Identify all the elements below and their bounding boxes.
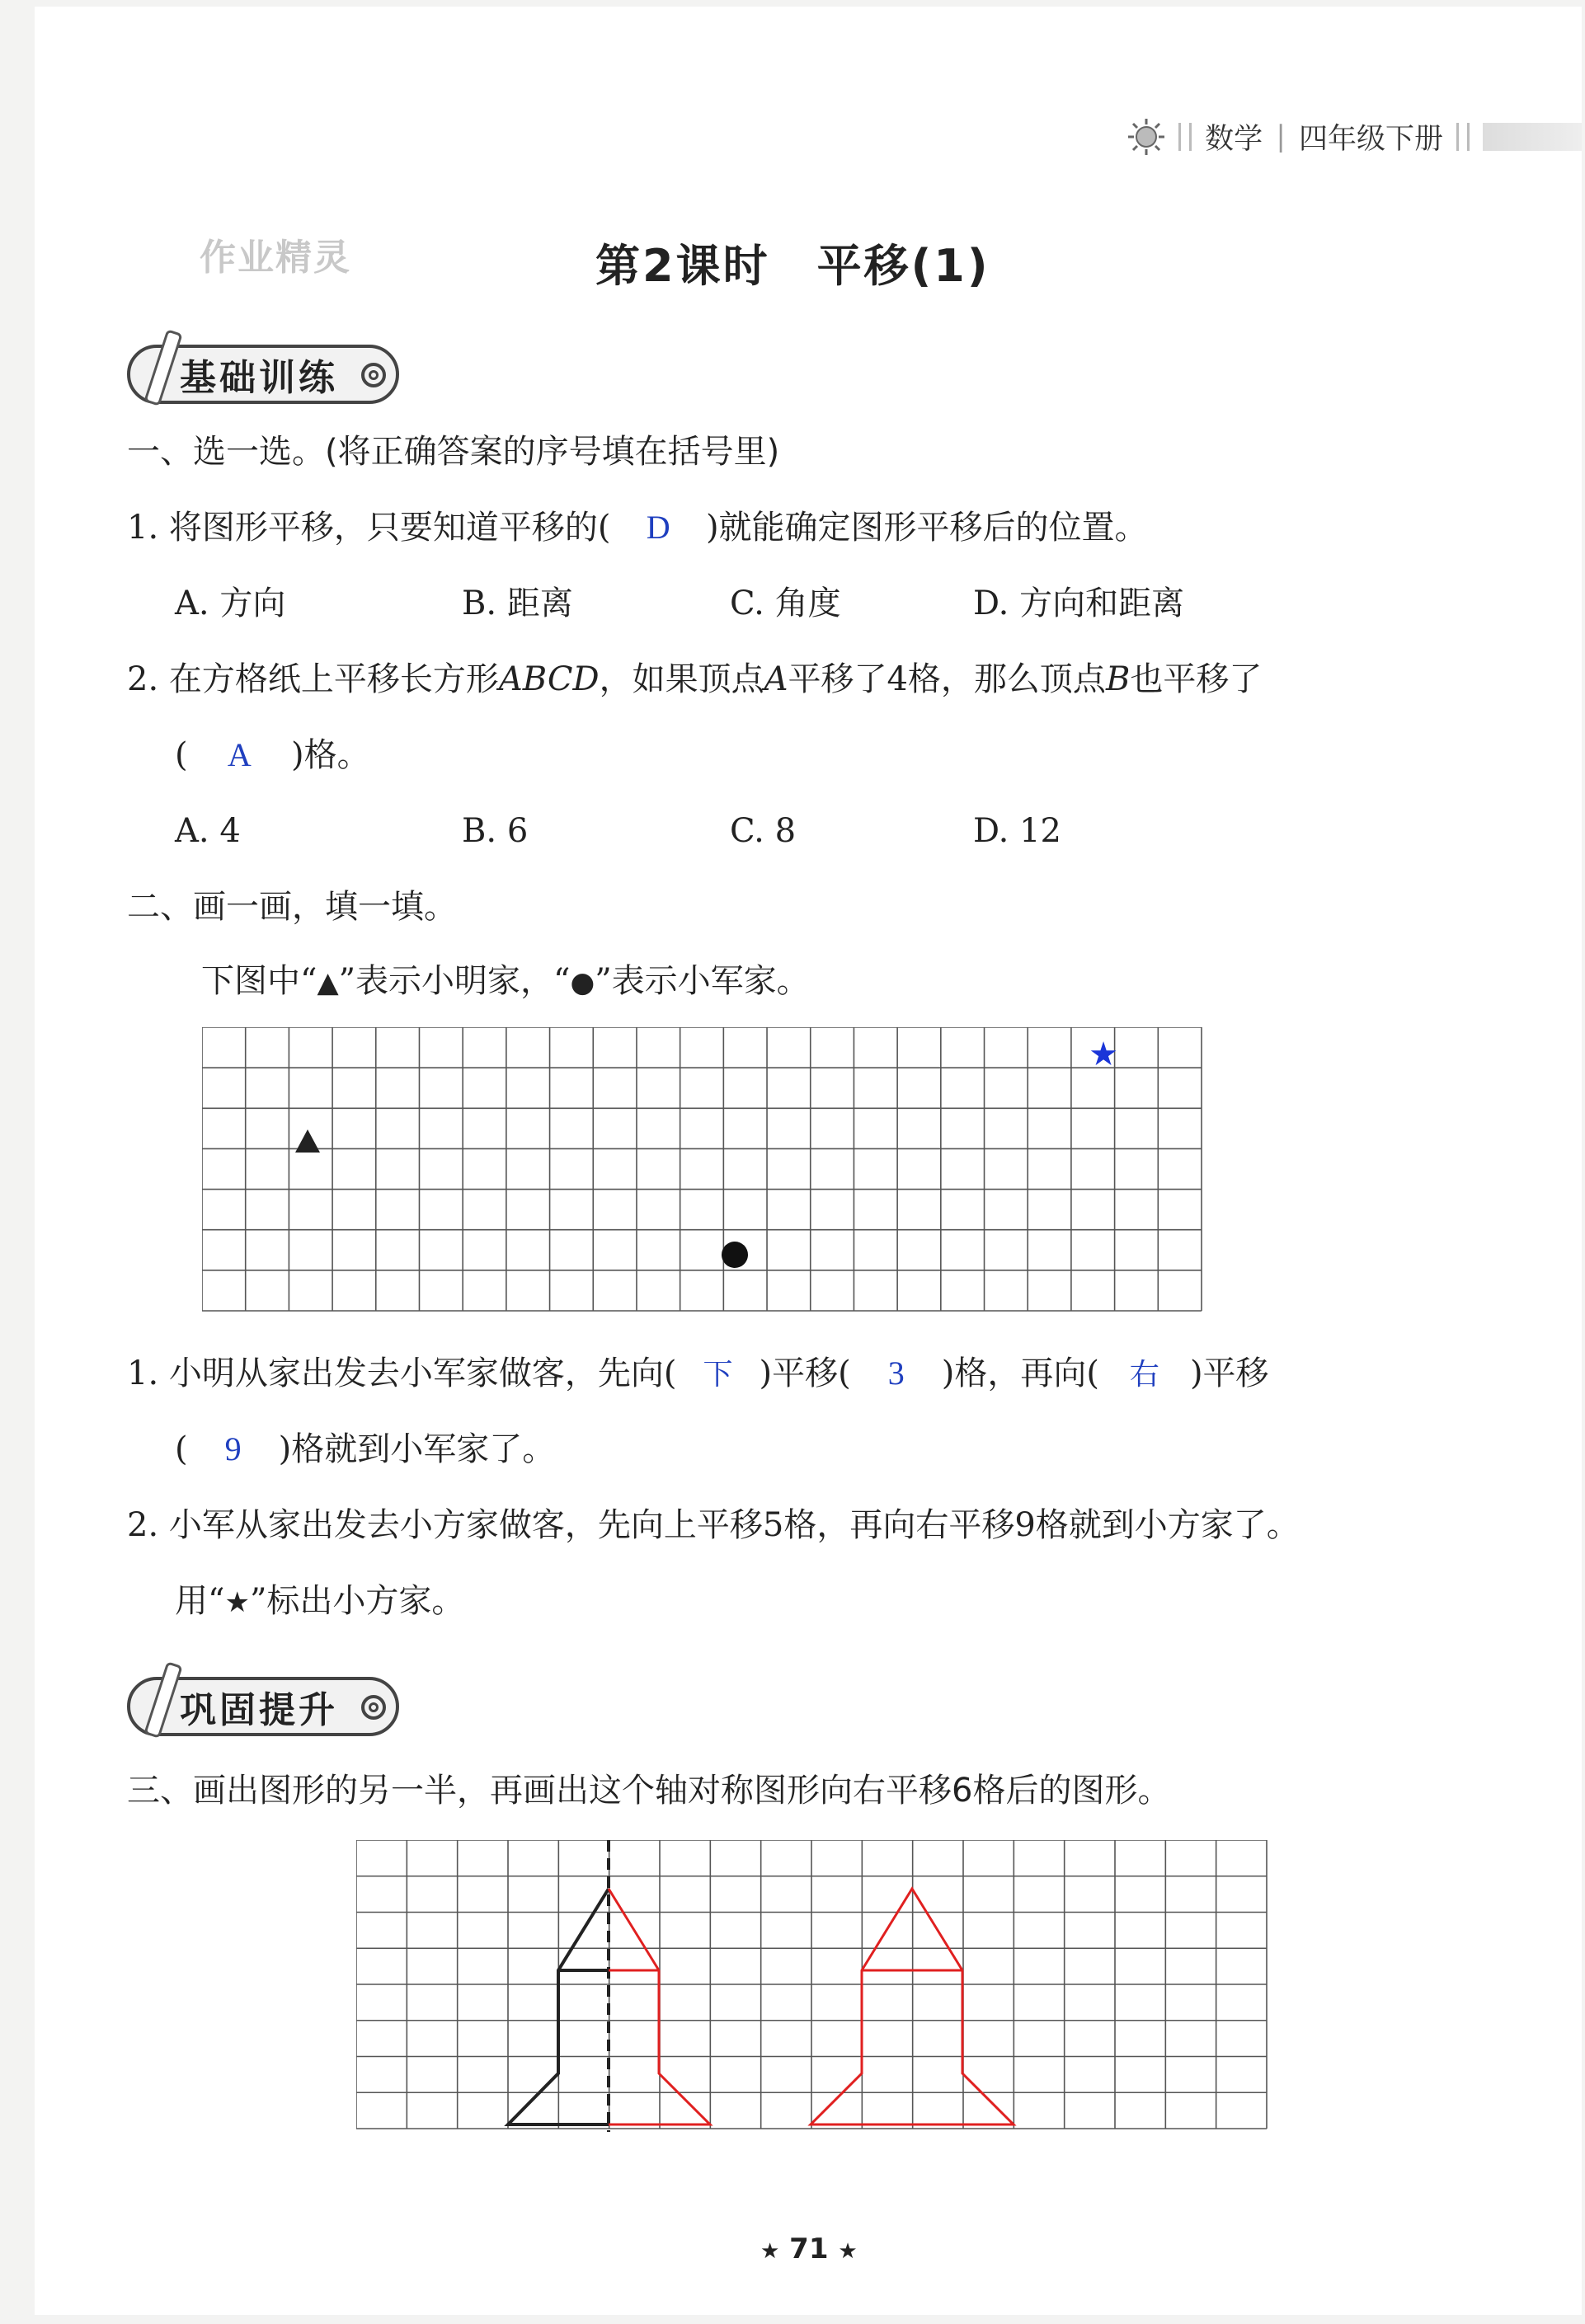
header-divider-2 [1456,123,1470,151]
q2-rect-label: ABCD [498,660,600,698]
part1-q1 [127,508,1148,547]
q2-text-e: 平移了4格，那么顶点 [788,660,1106,698]
p2q1-answer-direction1: 下 [703,1358,733,1391]
part3-heading: 三、画出图形的另一半，再画出这个轴对称图形向右平移6格后的图形。 [127,1772,1171,1810]
p2q1-text-a: 小明从家出发去小军家做客，先向( [168,1354,677,1392]
p2q1-line2-after: )格就到小军家了。 [278,1430,556,1468]
page-footer [760,2232,858,2265]
intro-text-b: ”表示小明家，“ [338,962,571,1000]
q2-paren-open: ( [175,736,188,774]
p2q1-text-c: )格，再向( [941,1354,1099,1392]
triangle-icon: ▲ [317,966,339,999]
p2q1-text-d: )平移 [1189,1354,1269,1392]
p2q1-answer-direction2: 右 [1129,1358,1159,1391]
pencil-icon [143,329,182,406]
xiaojun-home-dot [722,1242,748,1268]
p2q1-paren-open: ( [175,1430,188,1468]
p2q2-number: 2. [127,1506,159,1544]
p2q1-text-b: )平移( [759,1354,851,1392]
part2-intro [201,961,810,1002]
header-subject: 数学 [1205,123,1263,156]
q1-option-b: B. 距离 [462,585,573,622]
p2q1-number: 1. [127,1354,159,1392]
q1-text-after: )就能确定图形平移后的位置。 [705,509,1148,547]
map-grid [202,1027,1203,1316]
q2-answer: A [227,736,252,773]
ring-icon [361,363,386,387]
pencil-icon [143,1661,182,1739]
p2q1-answer-steps2: 9 [224,1430,242,1467]
q2-vertex-b: B [1105,660,1131,698]
header-divider [1178,123,1192,151]
p2q2-text: 小军从家出发去小方家做客，先向上平移5格，再向右平移9格就到小方家了。 [168,1506,1300,1544]
q1-option-d: D. 方向和距离 [973,585,1185,622]
xiaoming-home-triangle [295,1129,320,1153]
sun-icon [1127,118,1165,156]
section-advanced-label: 巩固提升 [180,1689,338,1731]
q2-option-c: C. 8 [730,812,797,850]
footer-star-right: ★ [838,2239,858,2264]
footer-star-left: ★ [760,2239,780,2264]
section-badge-basic [127,345,399,404]
header-grade: 四年级下册 [1298,123,1443,156]
section-badge-advanced [127,1677,399,1736]
q1-answer: D [646,509,670,546]
part1-q2-line1 [127,660,1262,699]
part2-heading: 二、画一画，填一填。 [127,888,457,926]
part1-q2-line2 [175,735,370,775]
part2-q1-line1 [127,1354,1269,1394]
header-gradient-bar [1483,123,1582,151]
lesson-title: 第2课时 平移(1) [595,240,990,292]
section-basic-label: 基础训练 [180,357,338,399]
intro-text-a: 下图中“ [201,962,317,1000]
star-icon: ★ [224,1586,250,1619]
q1-option-c: C. 角度 [730,585,841,622]
q2-option-a: A. 4 [175,812,241,850]
page-header [1127,112,1582,162]
xiaofang-home-star: ★ [1089,1035,1118,1073]
q2-paren-close: )格。 [291,736,370,774]
part2-q2-line2 [175,1581,464,1622]
p2q2-text-b: ”标出小方家。 [249,1582,465,1620]
workbook-page [35,7,1582,2315]
intro-text-c: ”表示小军家。 [595,962,810,1000]
q2-vertex-a: A [764,660,788,698]
q2-text-a: 在方格纸上平移长方形 [168,660,499,698]
part2-q1-line2 [175,1430,555,1469]
header-separator: | [1276,120,1286,153]
q2-option-b: B. 6 [462,812,529,850]
q2-number: 2. [127,660,159,698]
q2-text-g: 也平移了 [1130,660,1263,698]
q2-option-d: D. 12 [973,812,1061,850]
part2-q2-line1 [127,1505,1300,1545]
dot-icon: ● [570,966,595,999]
part1-heading: 一、选一选。(将正确答案的序号填在括号里) [127,433,780,471]
symmetry-grid [356,1840,1270,2132]
p2q2-text-a: 用“ [175,1582,225,1620]
ring-icon [361,1695,386,1720]
page-number: 71 [789,2232,829,2265]
q2-text-c: ，如果顶点 [599,660,764,698]
q1-option-a: A. 方向 [175,585,286,622]
q1-number: 1. [127,509,159,547]
q1-text-before: 将图形平移，只要知道平移的( [168,509,611,547]
watermark: 作业精灵 [200,237,351,279]
p2q1-answer-steps1: 3 [887,1354,905,1392]
